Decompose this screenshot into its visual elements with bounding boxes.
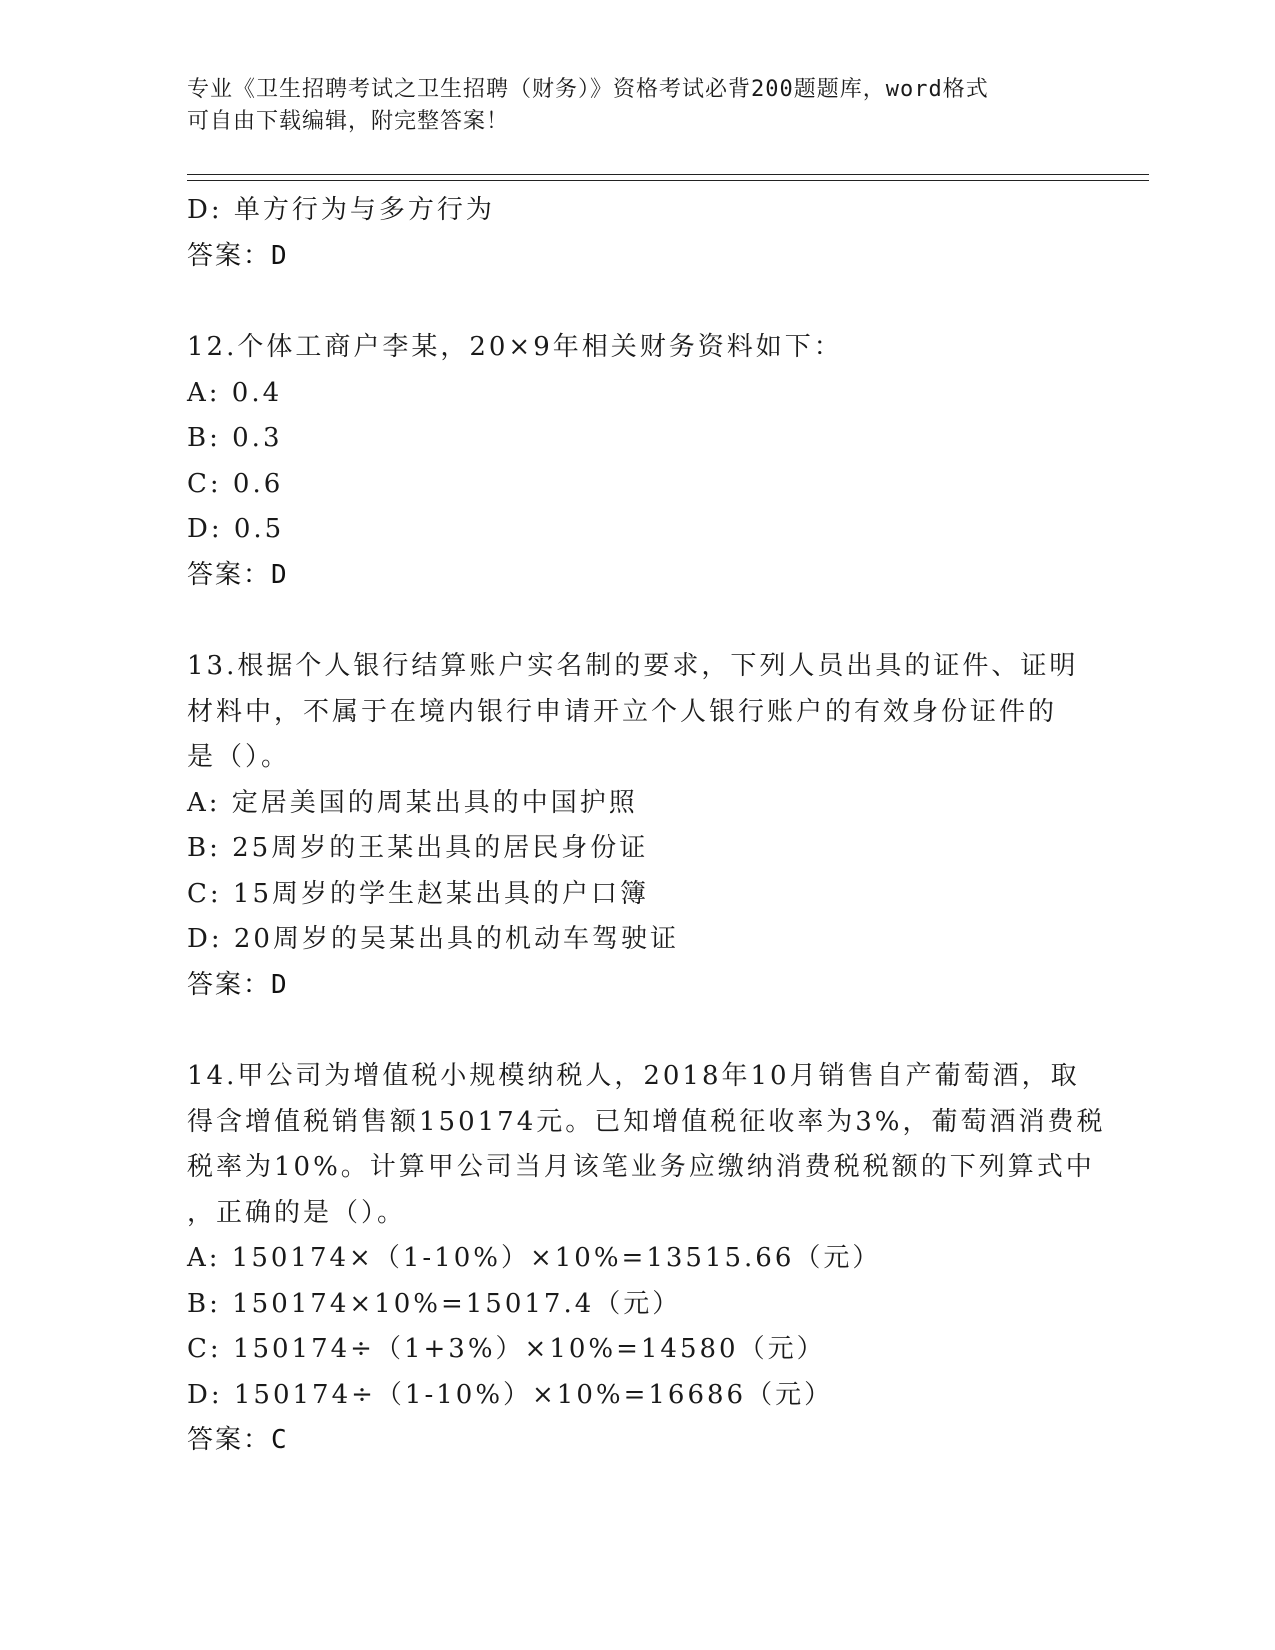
question-stem-line-2: 得含增值税销售额150174元。已知增值税征收率为3%，葡萄酒消费税 bbox=[187, 1106, 1106, 1137]
option-b: B: 150174×10%=15017.4（元） bbox=[187, 1288, 682, 1319]
answer-label: 答案：D bbox=[187, 559, 289, 590]
option-d: D: 0.5 bbox=[187, 514, 285, 544]
header-divider-top bbox=[187, 174, 1149, 175]
answer-label: 答案：D bbox=[187, 240, 289, 271]
spacer bbox=[187, 598, 1107, 644]
spacer bbox=[187, 279, 1107, 325]
option-a: A: 150174×（1-10%）×10%=13515.66（元） bbox=[187, 1243, 882, 1273]
option-d: D: 单方行为与多方行为 bbox=[187, 195, 495, 225]
spacer bbox=[187, 1008, 1107, 1054]
question-13 bbox=[187, 644, 1107, 1008]
question-stem-line-3: 是（）。 bbox=[187, 742, 291, 772]
header-title-line-2: 可自由下载编辑，附完整答案！ bbox=[187, 109, 510, 134]
question-stem-line-4: ，正确的是（）。 bbox=[187, 1197, 407, 1228]
option-d: D: 150174÷（1-10%）×10%=16686（元） bbox=[187, 1379, 834, 1410]
question-11-tail bbox=[187, 188, 1107, 279]
option-a: A: 0.4 bbox=[187, 377, 283, 408]
option-b: B: 25周岁的王某出具的居民身份证 bbox=[187, 833, 649, 863]
question-stem-line-1: 14.甲公司为增值税小规模纳税人，2018年10月销售自产葡萄酒，取 bbox=[187, 1061, 1080, 1091]
document-header bbox=[187, 74, 1087, 138]
question-stem-line-1: 13.根据个人银行结算账户实名制的要求，下列人员出具的证件、证明 bbox=[187, 651, 1079, 681]
answer-label: 答案：D bbox=[187, 969, 289, 1000]
option-b: B: 0.3 bbox=[187, 423, 283, 453]
question-14 bbox=[187, 1054, 1107, 1464]
question-stem: 12.个体工商户李某，20×9年相关财务资料如下： bbox=[187, 332, 843, 362]
option-d: D: 20周岁的吴某出具的机动车驾驶证 bbox=[187, 924, 679, 954]
question-12 bbox=[187, 325, 1107, 598]
question-list bbox=[187, 188, 1107, 1464]
option-c: C: 150174÷（1+3%）×10%=14580（元） bbox=[187, 1334, 826, 1364]
header-divider-bottom bbox=[187, 180, 1149, 181]
question-stem-line-2: 材料中，不属于在境内银行申请开立个人银行账户的有效身份证件的 bbox=[187, 696, 1058, 727]
answer-label: 答案：C bbox=[187, 1425, 289, 1455]
question-stem-line-3: 税率为10%。计算甲公司当月该笔业务应缴纳消费税税额的下列算式中 bbox=[187, 1152, 1095, 1182]
option-c: C: 0.6 bbox=[187, 468, 284, 499]
option-a: A: 定居美国的周某出具的中国护照 bbox=[187, 787, 638, 818]
header-title-line-1: 专业《卫生招聘考试之卫生招聘（财务）》资格考试必背200题题库，word格式 bbox=[187, 77, 989, 102]
option-c: C: 15周岁的学生赵某出具的户口簿 bbox=[187, 878, 650, 909]
